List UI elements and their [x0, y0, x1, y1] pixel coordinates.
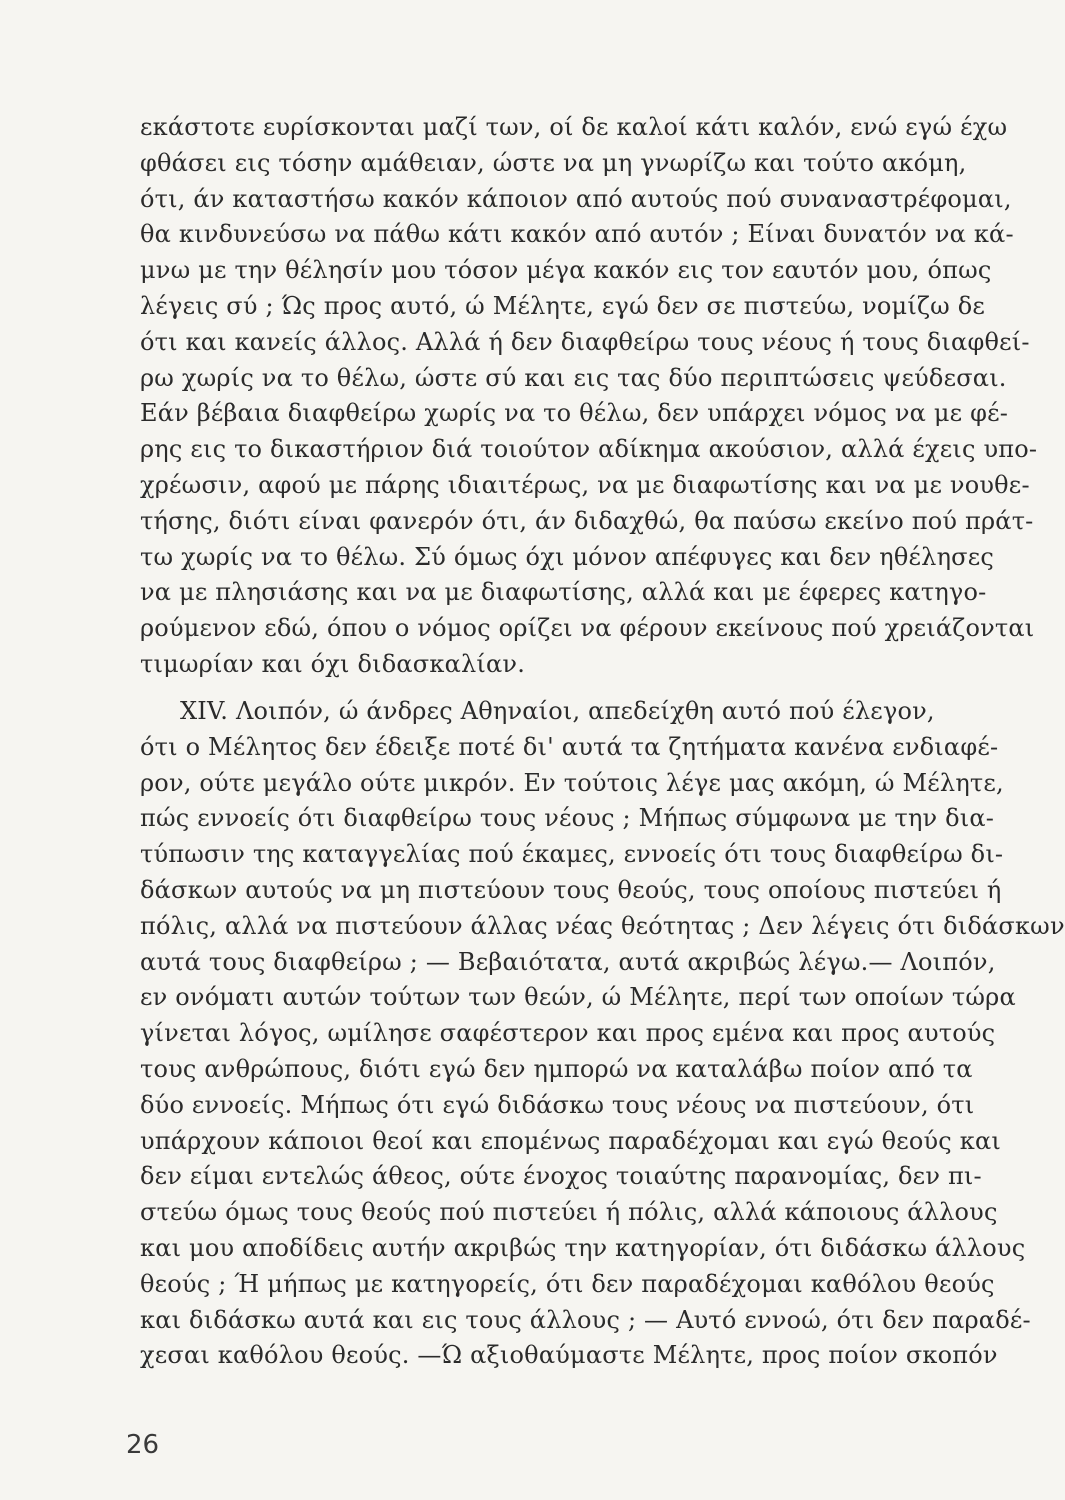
text-line: χεσαι καθόλου θεούς. —Ώ αξιοθαύμαστε Μέλητε, προς ποίον σκοπόν: [140, 1341, 998, 1370]
text-line: τους ανθρώπους, διότι εγώ δεν ημπορώ να καταλάβω ποίον από τα: [140, 1054, 973, 1083]
text-line: ρης εις το δικαστήριον διά τοιούτον αδίκημα ακούσιον, αλλά έχεις υπο-: [140, 435, 1038, 464]
text-line: φθάσει εις τόσην αμάθειαν, ώστε να μη γνωρίζω και τούτο ακόμη,: [140, 148, 967, 177]
text-line: δάσκων αυτούς να μη πιστεύουν τους θεούς, τους οποίους πιστεύει ή: [140, 875, 1002, 904]
text-line: ρον, ούτε μεγάλο ούτε μικρόν. Εν τούτοις λέγε μας ακόμη, ώ Μέλητε,: [140, 768, 1004, 797]
text-line: ότι ο Μέλητος δεν έδειξε ποτέ δι' αυτά τα ζητήματα κανένα ενδιαφέ-: [140, 732, 999, 761]
paragraph-1: [140, 110, 1038, 683]
text-line: τύπωσιν της καταγγελίας πού έκαμες, εννοείς ότι τους διαφθείρω δι-: [140, 840, 1004, 869]
text-line: μνω με την θέλησίν μου τόσον μέγα κακόν εις τον εαυτόν μου, όπως: [140, 256, 992, 285]
text-line: ότι και κανείς άλλος. Αλλά ή δεν διαφθείρω τους νέους ή τους διαφθεί-: [140, 327, 1030, 356]
text-line: τω χωρίς να το θέλω. Σύ όμως όχι μόνον απέφυγες και δεν ηθέλησες: [140, 542, 995, 571]
text-line: θα κινδυνεύσω να πάθω κάτι κακόν από αυτόν ; Είναι δυνατόν να κά-: [140, 220, 1014, 249]
text-line: ρούμενον εδώ, όπου ο νόμος ορίζει να φέρουν εκείνους πού χρειάζονται: [140, 614, 1035, 643]
text-line: και διδάσκω αυτά και εις τους άλλους ; — Αυτό εννοώ, ότι δεν παραδέ-: [140, 1305, 1031, 1334]
section-heading-line: XIV. Λοιπόν, ώ άνδρες Αθηναίοι, απεδείχθη αυτό πού έλεγον,: [180, 697, 935, 725]
text-line: εν ονόματι αυτών τούτων των θεών, ώ Μέλητε, περί των οποίων τώρα: [140, 983, 1016, 1012]
text-line: δεν είμαι εντελώς άθεος, ούτε ένοχος τοιαύτης παρανομίας, δεν πι-: [140, 1162, 982, 1191]
text-line: εκάστοτε ευρίσκονται μαζί των, οί δε καλοί κάτι καλόν, ενώ εγώ έχω: [140, 113, 1008, 141]
text-line: δύο εννοείς. Μήπως ότι εγώ διδάσκω τους νέους να πιστεύουν, ότι: [140, 1090, 975, 1119]
text-line: πώς εννοείς ότι διαφθείρω τους νέους ; Μήπως σύμφωνα με την δια-: [140, 804, 995, 833]
text-line: και μου αποδίδεις αυτήν ακριβώς την κατηγορίαν, ότι διδάσκω άλλους: [140, 1233, 1026, 1262]
text-line: Εάν βέβαια διαφθείρω χωρίς να το θέλω, δεν υπάρχει νόμος να με φέ-: [140, 399, 1009, 428]
text-line: τήσης, διότι είναι φανερόν ότι, άν διδαχθώ, θα παύσω εκείνο πού πράτ-: [140, 506, 1034, 535]
text-line: αυτά τους διαφθείρω ; — Βεβαιότατα, αυτά ακριβώς λέγω.— Λοιπόν,: [140, 947, 996, 976]
text-line: θεούς ; Ή μήπως με κατηγορείς, ότι δεν παραδέχομαι καθόλου θεούς: [140, 1269, 995, 1298]
text-line: τιμωρίαν και όχι διδασκαλίαν.: [140, 649, 526, 678]
text-line: να με πλησιάσης και να με διαφωτίσης, αλλά και με έφερες κατηγο-: [140, 578, 987, 607]
text-line: πόλις, αλλά να πιστεύουν άλλας νέας θεότητας ; Δεν λέγεις ότι διδάσκων: [140, 911, 1065, 940]
paragraph-2: [140, 694, 1065, 1374]
text-line: γίνεται λόγος, ωμίλησε σαφέστερον και προς εμένα και προς αυτούς: [140, 1019, 996, 1048]
text-line: στεύω όμως τους θεούς πού πιστεύει ή πόλις, αλλά κάποιους άλλους: [140, 1198, 998, 1227]
page-number: 26: [126, 1430, 160, 1460]
text-line: ότι, άν καταστήσω κακόν κάποιον από αυτούς πού συναναστρέφομαι,: [140, 184, 1012, 213]
text-line: λέγεις σύ ; Ώς προς αυτό, ώ Μέλητε, εγώ δεν σε πιστεύω, νομίζω δε: [140, 291, 986, 320]
text-line: υπάρχουν κάποιοι θεοί και επομένως παραδέχομαι και εγώ θεούς και: [140, 1126, 1001, 1155]
text-line: ρω χωρίς να το θέλω, ώστε σύ και εις τας δύο περιπτώσεις ψεύδεσαι.: [140, 363, 1007, 392]
text-line: χρέωσιν, αφού με πάρης ιδιαιτέρως, να με διαφωτίσης και να με νουθε-: [140, 470, 1030, 499]
